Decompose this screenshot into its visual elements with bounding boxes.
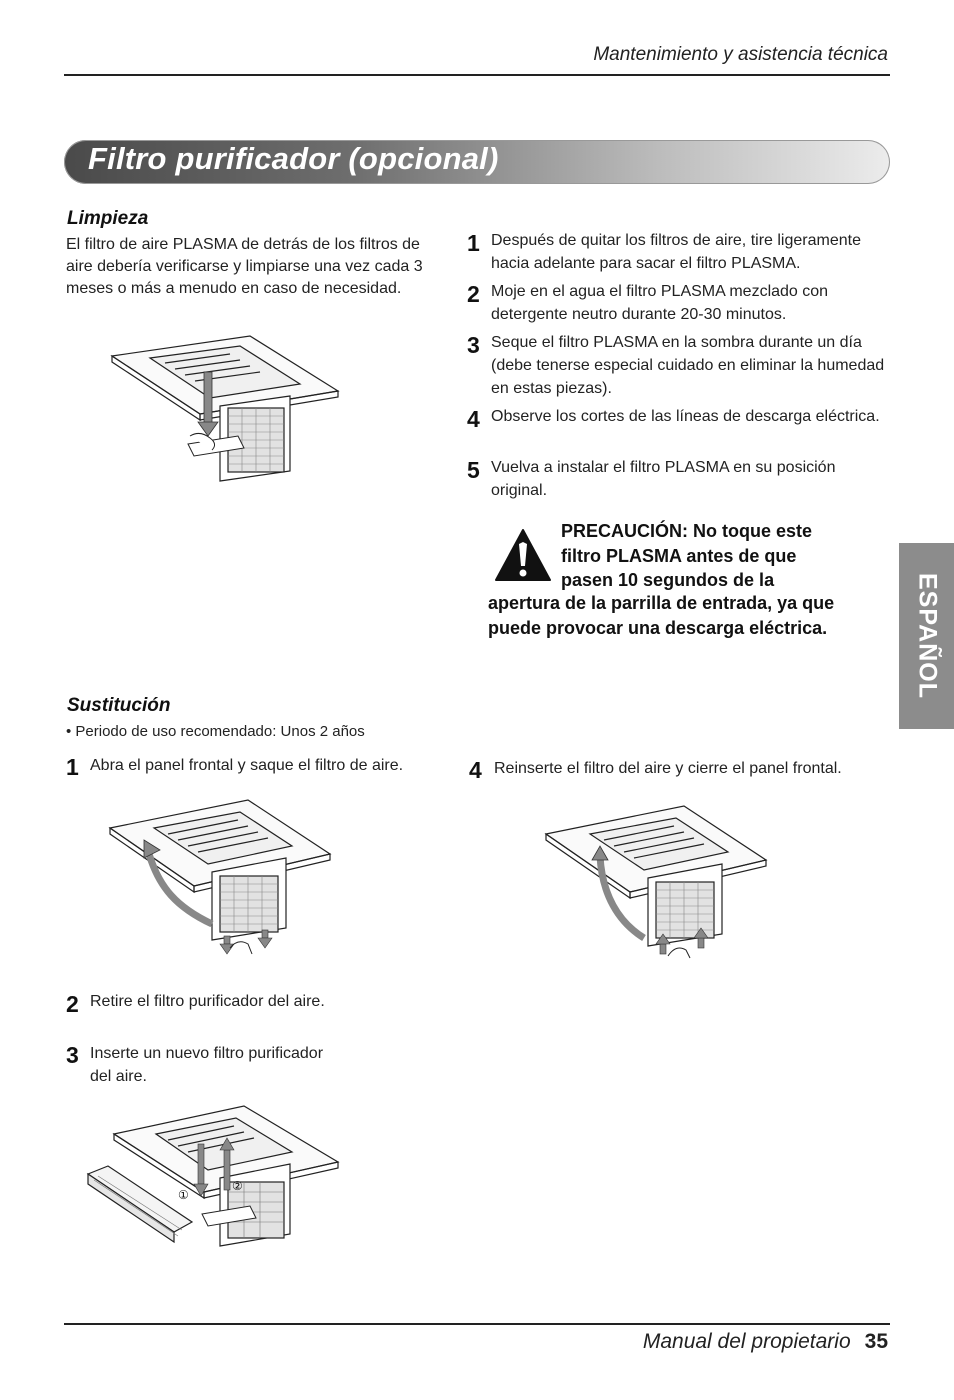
plasma-filter-removal-illustration [110,336,340,486]
caution-text-top [561,519,812,593]
step-line: Reinserte el filtro del aire y cierre el panel frontal. [494,760,842,777]
footer-manual-title: Manual del propietario [642,1330,851,1353]
sustitucion-step-number: 1 [66,754,79,780]
step-line: Observe los cortes de las líneas de descarga eléctrica. [491,408,880,425]
sustitucion-step-number: 3 [66,1042,79,1068]
callout-1: ① [178,1188,189,1202]
limpieza-step-number: 5 [467,457,480,483]
open-panel-illustration [108,798,332,960]
step-line: hacia adelante para sacar el filtro PLASMA. [491,255,801,272]
limpieza-step-number: 2 [467,281,480,307]
limpieza-step-number: 4 [467,406,480,432]
callout-2: ② [232,1179,243,1193]
caution-line: puede provocar una descarga eléctrica. [488,617,828,638]
limpieza-intro [66,234,423,300]
step-line: Después de quitar los filtros de aire, tire ligeramente [491,232,861,249]
usage-period: • Periodo de uso recomendado: Unos 2 años [66,723,365,740]
caution-text-bottom [488,591,834,640]
limpieza-intro-line: aire debería verificarse y limpiarse una vez cada 3 [66,258,423,275]
close-panel-illustration [544,804,768,960]
running-header: Mantenimiento y asistencia técnica [593,44,888,65]
caution-line: pasen 10 segundos de la [561,570,775,590]
step-line: Moje en el agua el filtro PLASMA mezclado con [491,283,829,300]
limpieza-step-number: 3 [467,332,480,358]
step-line: Retire el filtro purificador del aire. [90,993,325,1010]
step-line: original. [491,482,548,499]
header-rule [64,74,890,76]
limpieza-heading: Limpieza [67,208,149,229]
caution-line: filtro PLASMA antes de que [561,545,797,566]
warning-triangle-icon [494,528,552,582]
step-line: detergente neutro durante 20-30 minutos. [491,306,787,323]
page-number: 35 [864,1330,888,1353]
footer [643,1330,888,1354]
sustitucion-step-number: 4 [469,757,482,783]
language-tab [899,543,954,729]
step-line: Vuelva a instalar el filtro PLASMA en su posición [491,459,836,476]
caution-line: PRECAUCIÓN: No toque este [561,521,813,541]
footer-rule [64,1323,890,1325]
caution-line: apertura de la parrilla de entrada, ya que [488,593,835,613]
sustitucion-step-text [494,757,842,780]
limpieza-step-text [491,280,828,326]
sustitucion-step-number: 2 [66,991,79,1017]
step-line: Inserte un nuevo filtro purificador [90,1045,324,1062]
limpieza-step-number: 1 [467,230,480,256]
sustitucion-step-text [90,990,325,1013]
limpieza-intro-line: El filtro de aire PLASMA de detrás de los filtros de [66,236,420,253]
limpieza-intro-line: meses o más a menudo en caso de necesidad. [66,280,402,297]
insert-plasma-filter-illustration [84,1104,340,1254]
limpieza-step-text [491,456,835,502]
step-line: (debe tenerse especial cuidado en eliminar la humedad [491,357,885,374]
sustitucion-step-text [90,754,403,777]
step-line: Abra el panel frontal y saque el filtro de aire. [90,757,404,774]
step-line: del aire. [90,1068,147,1085]
sustitucion-heading: Sustitución [67,695,171,716]
step-line: Seque el filtro PLASMA en la sombra durante un día [491,334,862,351]
limpieza-step-text [491,405,880,428]
page-title: Filtro purificador (opcional) [88,141,499,176]
sustitucion-step-text [90,1042,323,1088]
language-tab-label: ESPAÑOL [913,573,941,699]
limpieza-step-text [491,229,861,275]
limpieza-step-text [491,331,884,400]
step-line: en estas piezas). [491,380,612,397]
